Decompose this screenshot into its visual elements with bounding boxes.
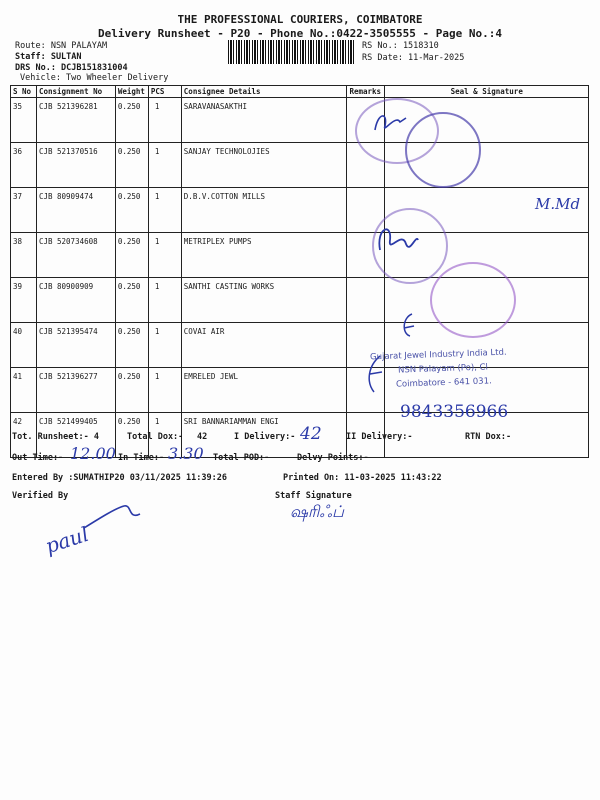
- handwritten-phone: 9843356966: [400, 402, 509, 422]
- stamp-line: Coimbatore - 641 031.: [395, 376, 492, 390]
- cell-consignment: CJB 80900909: [36, 278, 115, 323]
- in-time-hand: 3.30: [168, 444, 204, 463]
- barcode: [228, 40, 354, 64]
- cell-consignment: CJB 520734608: [36, 233, 115, 278]
- staff-signature: ஷரிஃப்: [290, 502, 344, 521]
- table-row: [11, 143, 589, 188]
- total-dox-value: 42: [197, 432, 208, 442]
- printed-on-text: Printed On: 11-03-2025 11:43:22: [283, 473, 442, 483]
- signature-icon: [370, 108, 410, 138]
- cell-consignee: D.B.V.COTTON MILLS: [181, 188, 347, 233]
- cell-consignee: SRI BANNARIAMMAN ENGI: [181, 413, 347, 458]
- cell-weight: 0.250: [115, 368, 148, 413]
- cell-weight: 0.250: [115, 413, 148, 458]
- drs-text: DRS No.: DCJB151831004: [15, 63, 128, 73]
- cell-consignee: METRIPLEX PUMPS: [181, 233, 347, 278]
- cell-consignment: CJB 521395474: [36, 323, 115, 368]
- cell-weight: 0.250: [115, 98, 148, 143]
- cell-consignment: CJB 80909474: [36, 188, 115, 233]
- table-row: [11, 323, 589, 368]
- out-time-hand: 12.00: [70, 444, 116, 463]
- vehicle-text: Vehicle: Two Wheeler Delivery: [20, 73, 169, 83]
- ii-delivery-label: II Delivery:-: [346, 432, 413, 442]
- table-header-row: [11, 86, 589, 98]
- table-row: [11, 98, 589, 143]
- cell-sno: 39: [11, 278, 37, 323]
- cell-weight: 0.250: [115, 233, 148, 278]
- cell-weight: 0.250: [115, 323, 148, 368]
- route-text: Route: NSN PALAYAM: [15, 41, 108, 51]
- company-title: THE PROFESSIONAL COURIERS, COIMBATORE: [177, 13, 423, 26]
- entered-by-text: Entered By :SUMATHIP20 03/11/2025 11:39:26: [12, 473, 227, 483]
- delvy-points-label: Delvy Points:-: [297, 453, 369, 463]
- signature-icon: [398, 310, 418, 340]
- cell-consignee: SANJAY TECHNOLOJIES: [181, 143, 347, 188]
- cell-pcs: 1: [148, 323, 181, 368]
- cell-consignment: CJB 521370516: [36, 143, 115, 188]
- cell-pcs: 1: [148, 188, 181, 233]
- stamp-line: NSN Palayam (Po), Cl: [397, 362, 489, 376]
- cell-sno: 37: [11, 188, 37, 233]
- i-delivery-hand: 42: [300, 424, 322, 444]
- handwritten-mark: M.Md: [535, 195, 581, 213]
- company-stamp: [430, 262, 516, 338]
- cell-sno: 36: [11, 143, 37, 188]
- stamp-line: Gujarat Jewel Industry India Ltd.: [369, 347, 507, 363]
- total-pod-label: Total POD:-: [213, 453, 270, 463]
- signature-icon: [80, 498, 150, 538]
- cell-pcs: 1: [148, 233, 181, 278]
- signature-icon: [372, 220, 422, 260]
- cell-consignee: EMRELED JEWL: [181, 368, 347, 413]
- col-consignee: Consignee Details: [181, 86, 347, 98]
- runsheet-subtitle: Delivery Runsheet - P20 - Phone No.:0422-3505555 - Page No.:4: [98, 27, 502, 40]
- cell-pcs: 1: [148, 143, 181, 188]
- tot-runsheet: Tot. Runsheet:- 4: [12, 432, 99, 442]
- cell-consignment: CJB 521396277: [36, 368, 115, 413]
- cell-weight: 0.250: [115, 143, 148, 188]
- staff-text: Staff: SULTAN: [15, 52, 82, 62]
- rtn-dox-label: RTN Dox:-: [465, 432, 512, 442]
- cell-sno: 42: [11, 413, 37, 458]
- col-sno: S No: [11, 86, 37, 98]
- cell-consignee: SANTHI CASTING WORKS: [181, 278, 347, 323]
- staff-signature-label: Staff Signature: [275, 491, 352, 501]
- cell-weight: 0.250: [115, 188, 148, 233]
- table-row: [11, 188, 589, 233]
- cell-pcs: 1: [148, 368, 181, 413]
- cell-weight: 0.250: [115, 278, 148, 323]
- rs-date-text: RS Date: 11-Mar-2025: [362, 53, 465, 63]
- cell-consignee: COVAI AIR: [181, 323, 347, 368]
- col-weight: Weight: [115, 86, 148, 98]
- cell-sno: 38: [11, 233, 37, 278]
- cell-pcs: 1: [148, 278, 181, 323]
- rs-no-text: RS No.: 1518310: [362, 41, 439, 51]
- col-seal: Seal & Signature: [385, 86, 589, 98]
- col-consignment: Consignment No: [36, 86, 115, 98]
- cell-consignment: CJB 521396281: [36, 98, 115, 143]
- cell-sno: 35: [11, 98, 37, 143]
- cell-consignment: CJB 521499405: [36, 413, 115, 458]
- col-remarks: Remarks: [347, 86, 385, 98]
- company-stamp: [405, 112, 481, 188]
- cell-pcs: 1: [148, 413, 181, 458]
- cell-consignee: SARAVANASAKTHI: [181, 98, 347, 143]
- verified-signature: paul: [42, 521, 92, 559]
- cell-sno: 41: [11, 368, 37, 413]
- out-time-label: Out Time:-: [12, 453, 64, 463]
- verified-by-label: Verified By: [12, 491, 69, 501]
- cell-sno: 40: [11, 323, 37, 368]
- cell-remarks: [347, 278, 385, 323]
- in-time-label: In Time:-: [118, 453, 165, 463]
- i-delivery-label: I Delivery:-: [234, 432, 296, 442]
- col-pcs: PCS: [148, 86, 181, 98]
- table-row: [11, 233, 589, 278]
- cell-pcs: 1: [148, 98, 181, 143]
- total-dox-label: Total Dox:-: [127, 432, 184, 442]
